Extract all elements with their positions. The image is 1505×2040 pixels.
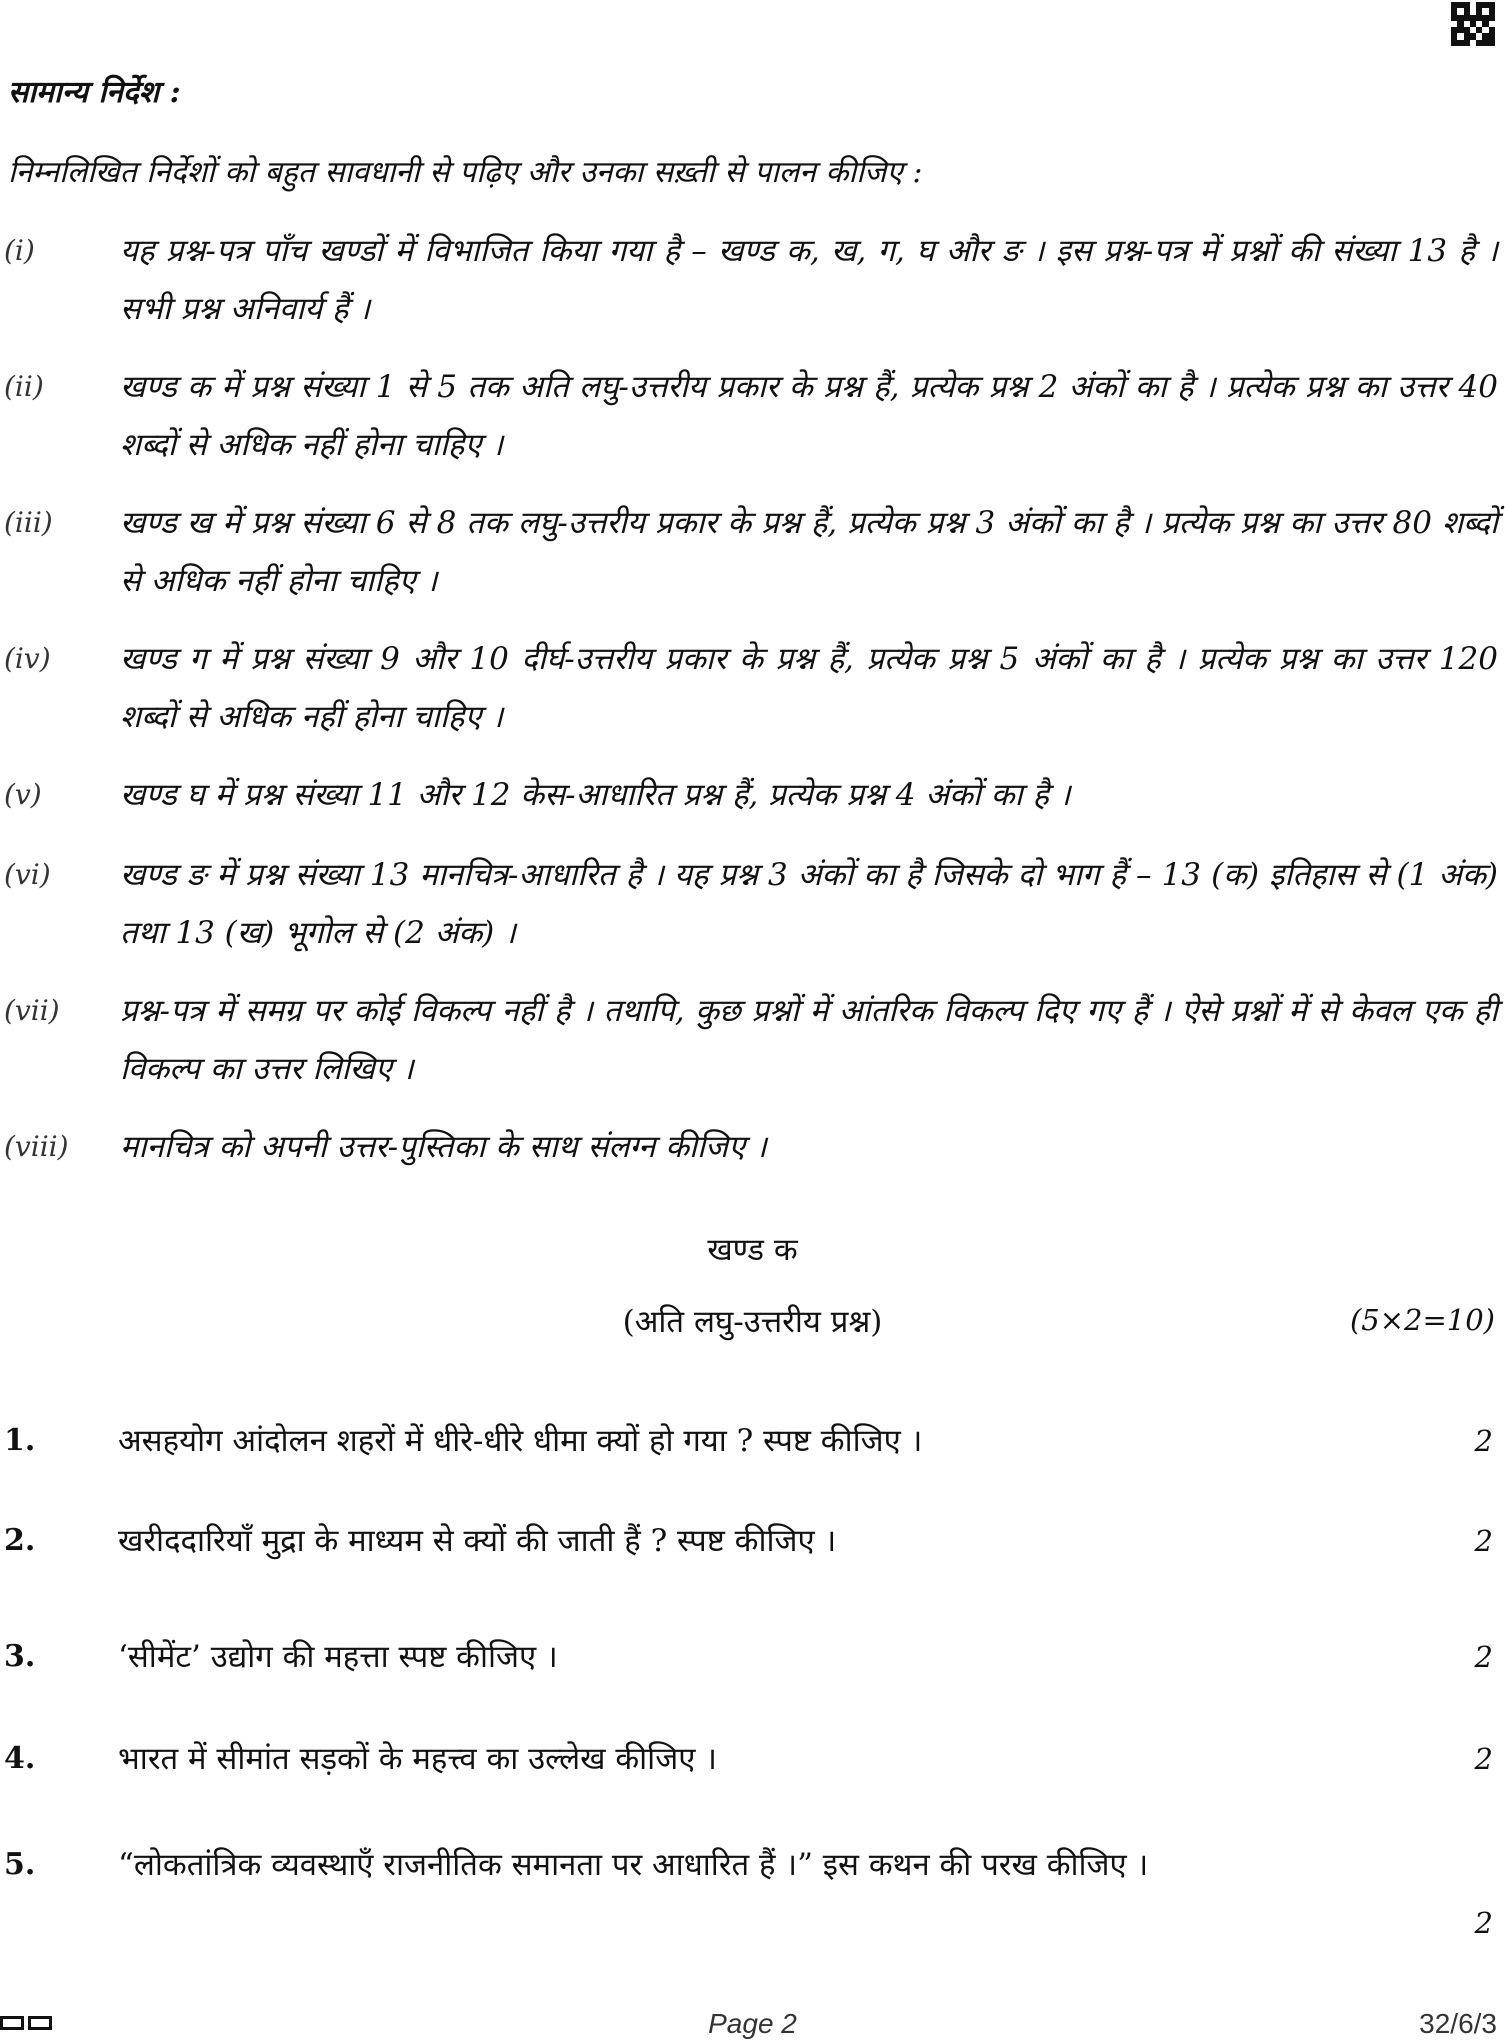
instruction-text: यह प्रश्न-पत्र पाँच खण्डों में विभाजित किया गया है – खण्ड क, ख, ग, घ और ङ । इस प्रश्न-पत्र में प्रश्नों की संख्या 13 है । सभी प्रश्न अनिवार्य हैं । [120,233,1498,327]
question-marks: 2 [1474,1524,1493,1558]
page-number: Page 2 [708,2008,797,2039]
instruction-text: खण्ड ख में प्रश्न संख्या 6 से 8 तक लघु-उत्तरीय प्रकार के प्रश्न हैं, प्रत्येक प्रश्न 3 अंकों का है । प्रत्येक प्रश्न का उत्तर 80 शब्दों से अधिक नहीं होना चाहिए । [120,505,1498,599]
instructions-intro: निम्नलिखित निर्देशों को बहुत सावधानी से पढ़िए और उनका सख़्ती से पालन कीजिए : [8,155,923,190]
question-text: खरीददारियाँ मुद्रा के माध्यम से क्यों की जाती हैं ? स्पष्ट कीजिए । [118,1523,837,1559]
general-instructions-heading: सामान्य निर्देश : [8,75,181,110]
question-number: 2. [4,1523,36,1558]
instruction-text: प्रश्न-पत्र में समग्र पर कोई विकल्प नहीं है । तथापि, कुछ प्रश्नों में आंतरिक विकल्प दिए गए हैं । ऐसे प्रश्नों में से केवल एक ही विकल्प का उत्तर लिखिए । [120,993,1498,1087]
question-marks: 2 [1474,1424,1493,1458]
question-marks: 2 [1474,1742,1493,1776]
section-marks: (5×2=10) [1349,1303,1495,1337]
instruction-number: (ii) [4,370,44,403]
question-marks: 2 [1474,1640,1493,1674]
question-number: 5. [4,1847,36,1882]
question-number: 1. [4,1423,36,1458]
instruction-number: (i) [4,234,35,267]
instruction-number: (vi) [4,858,51,891]
question-text: भारत में सीमांत सड़कों के महत्त्व का उल्लेख कीजिए । [118,1741,717,1777]
section-subtitle: (अति लघु-उत्तरीय प्रश्न) [622,1304,883,1340]
question-text: असहयोग आंदोलन शहरों में धीरे-धीरे धीमा क्यों हो गया ? स्पष्ट कीजिए । [118,1423,923,1459]
instruction-number: (iii) [4,506,53,539]
question-marks: 2 [1474,1906,1493,1940]
qr-code-icon [1451,2,1495,46]
section-title: खण्ड क [707,1232,798,1268]
instruction-text: खण्ड ङ में प्रश्न संख्या 13 मानचित्र-आधारित है । यह प्रश्न 3 अंकों का है जिसके दो भाग हैं – 13 (क) इतिहास से (1 अंक) तथा 13 (ख) भूगोल से (2 अंक) । [120,857,1498,951]
instruction-text: खण्ड घ में प्रश्न संख्या 11 और 12 केस-आधारित प्रश्न हैं, प्रत्येक प्रश्न 4 अंकों का है । [120,777,1071,813]
question-text: ‘सीमेंट’ उद्योग की महत्ता स्पष्ट कीजिए । [118,1639,558,1675]
question-text: “लोकतांत्रिक व्यवस्थाएँ राजनीतिक समानता पर आधारित हैं ।” इस कथन की परख कीजिए । [118,1847,1149,1883]
instruction-number: (viii) [4,1130,69,1163]
paper-code: 32/6/3 [1419,2008,1497,2039]
instruction-text: मानचित्र को अपनी उत्तर-पुस्तिका के साथ संलग्न कीजिए । [120,1129,767,1165]
instruction-number: (iv) [4,642,51,675]
question-number: 3. [4,1639,36,1674]
question-number: 4. [4,1741,36,1776]
instruction-text: खण्ड क में प्रश्न संख्या 1 से 5 तक अति लघु-उत्तरीय प्रकार के प्रश्न हैं, प्रत्येक प्रश्न 2 अंकों का है । प्रत्येक प्रश्न का उत्तर 40 शब्दों से अधिक नहीं होना चाहिए । [120,369,1498,463]
instruction-text: खण्ड ग में प्रश्न संख्या 9 और 10 दीर्घ-उत्तरीय प्रकार के प्रश्न हैं, प्रत्येक प्रश्न 5 अंकों का है । प्रत्येक प्रश्न का उत्तर 120 शब्दों से अधिक नहीं होना चाहिए । [120,641,1498,735]
instruction-number: (v) [4,778,42,811]
instruction-number: (vii) [4,994,60,1027]
